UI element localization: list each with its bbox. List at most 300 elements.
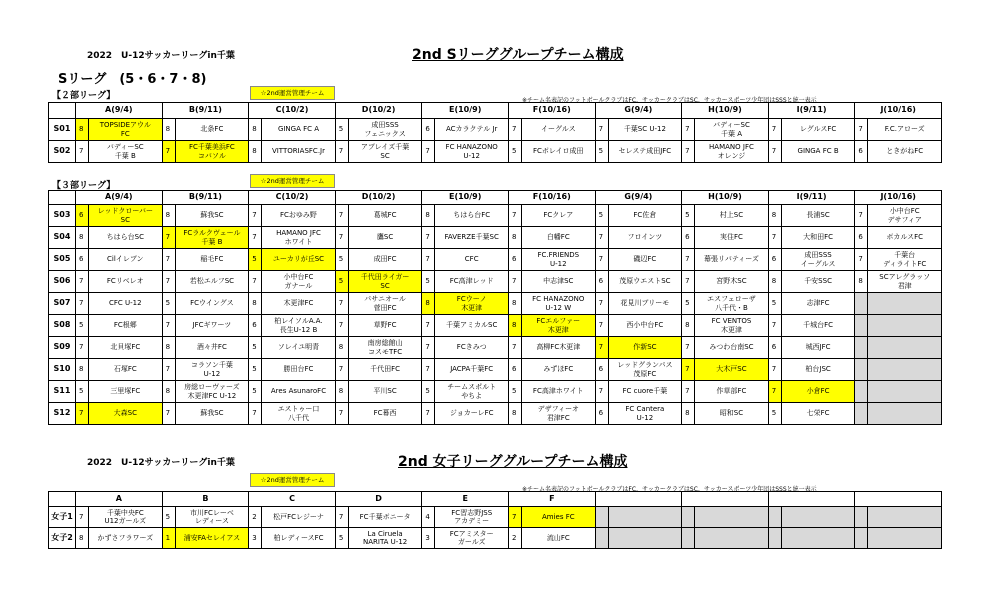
group-header: G(9/4) [595, 103, 682, 119]
grade-cell: 8 [162, 337, 175, 359]
grade-cell: 7 [855, 205, 868, 227]
grade-cell: 7 [768, 227, 781, 249]
empty-cell [695, 528, 769, 549]
row-label: S03 [49, 205, 76, 227]
grade-cell: 7 [595, 337, 608, 359]
row-label: S08 [49, 315, 76, 337]
grade-cell: 7 [768, 315, 781, 337]
grade-cell: 8 [855, 271, 868, 293]
team-cell: 大和田FC [781, 227, 855, 249]
team-cell: FC VENTOS 木更津 [695, 315, 769, 337]
team-cell: HAMANO JFC ホワイト [262, 227, 336, 249]
team-cell: 葛城FC [348, 205, 422, 227]
team-cell: FCリベレオ [89, 271, 163, 293]
grade-cell: 8 [682, 315, 695, 337]
empty-cell [855, 528, 868, 549]
group-header: H(10/9) [682, 103, 769, 119]
empty-cell [855, 359, 868, 381]
table-row [49, 205, 942, 227]
team-cell: FCエルファー 木更津 [521, 315, 595, 337]
grade-cell: 7 [595, 381, 608, 403]
team-cell: Amies FC [522, 507, 596, 528]
team-cell: 千城台FC [781, 315, 855, 337]
team-cell: ボカルスFC [868, 227, 942, 249]
table-row [49, 271, 942, 293]
grade-cell: 4 [422, 507, 435, 528]
team-cell: FC幕西 [348, 403, 422, 425]
grade-cell: 6 [855, 227, 868, 249]
grade-cell: 7 [422, 249, 435, 271]
team-cell: 西小中台FC [608, 315, 682, 337]
team-cell: 千葉台 ディライトFC [868, 249, 942, 271]
team-cell: 成田SSS フェニックス [348, 119, 422, 141]
grade-cell: 7 [682, 359, 695, 381]
team-cell: セレステ成田JFC [608, 141, 682, 163]
team-cell: FCウイングス [175, 293, 249, 315]
team-cell: Ares AsunaroFC [262, 381, 336, 403]
group-header: C(10/2) [249, 191, 336, 205]
grade-cell: 7 [162, 141, 175, 163]
team-cell: 北条FC [175, 119, 249, 141]
team-cell: FCきみつ [435, 337, 509, 359]
empty-cell [855, 403, 868, 425]
grade-cell: 8 [162, 119, 175, 141]
grade-cell: 6 [595, 403, 608, 425]
team-cell: 大木戸SC [695, 359, 769, 381]
table-row [49, 381, 942, 403]
header-row [49, 191, 942, 205]
team-cell: 磯辺FC [608, 249, 682, 271]
empty-cell [855, 381, 868, 403]
grade-cell: 7 [76, 141, 89, 163]
league-title: Sリーグ (5・6・7・8) [58, 72, 207, 87]
grade-cell: 5 [76, 381, 89, 403]
team-cell: 木更津FC [262, 293, 336, 315]
grade-cell: 5 [682, 293, 695, 315]
grade-cell: 7 [249, 271, 262, 293]
table-row [49, 315, 942, 337]
group-header: C(10/2) [249, 103, 336, 119]
grade-cell: 8 [508, 315, 521, 337]
grade-cell: 5 [595, 205, 608, 227]
empty-cell [768, 507, 781, 528]
header-row [49, 103, 942, 119]
grade-cell: 8 [682, 403, 695, 425]
mgmt-legend: ☆2nd運営管理チーム [250, 86, 335, 100]
team-cell: チームスポルト やちよ [435, 381, 509, 403]
grade-cell: 7 [422, 337, 435, 359]
empty-cell [781, 507, 855, 528]
empty-cell [595, 507, 608, 528]
team-cell: 作草部FC [695, 381, 769, 403]
grade-cell: 5 [162, 293, 175, 315]
group-header: H(10/9) [682, 191, 769, 205]
team-cell: 千代田ライガー SC [348, 271, 422, 293]
empty-cell [855, 337, 868, 359]
team-cell: 市川FCレーベ レディース [175, 507, 249, 528]
team-cell: 蘇我SC [175, 205, 249, 227]
event-title: 2022 U-12サッカーリーグin千葉 [87, 51, 235, 61]
grade-cell: 5 [682, 205, 695, 227]
row-label: 女子1 [49, 507, 76, 528]
empty-cell [868, 381, 942, 403]
grade-cell: 7 [335, 293, 348, 315]
grade-cell: 7 [682, 337, 695, 359]
row-label: S12 [49, 403, 76, 425]
grade-cell: 7 [508, 337, 521, 359]
team-cell: 千安SSC [781, 271, 855, 293]
team-cell: HAMANO JFC オレンジ [695, 141, 769, 163]
team-cell: 小中台FC デサフィア [868, 205, 942, 227]
team-cell: バディーSC 千葉 A [695, 119, 769, 141]
team-cell: FC HANAZONO U-12 W [521, 293, 595, 315]
team-cell: Cilイレブン [89, 249, 163, 271]
team-cell: 房総ローヴァーズ 木更津FC U-12 [175, 381, 249, 403]
team-cell: FCクレア [521, 205, 595, 227]
corner-cell [49, 103, 76, 119]
row-label: 女子2 [49, 528, 76, 549]
team-cell: ユーカリが丘SC [262, 249, 336, 271]
group-header: A(9/4) [76, 103, 163, 119]
table-row [49, 119, 942, 141]
group-header: C [249, 492, 336, 507]
team-cell: CFC [435, 249, 509, 271]
team-cell: レッドグランパス 茂原FC [608, 359, 682, 381]
team-cell: SCアレグラッソ 君津 [868, 271, 942, 293]
grade-cell: 7 [249, 205, 262, 227]
grade-cell: 7 [682, 381, 695, 403]
empty-cell [855, 507, 868, 528]
team-cell: みずほFC [521, 359, 595, 381]
team-cell: 南房総館山 コスモTFC [348, 337, 422, 359]
grade-cell: 7 [162, 359, 175, 381]
grade-cell: 8 [508, 403, 521, 425]
grade-cell: 5 [422, 271, 435, 293]
team-cell: デザフィーオ 君津FC [521, 403, 595, 425]
grade-cell: 7 [509, 507, 522, 528]
header-row [49, 492, 942, 507]
tier2-table [48, 102, 942, 163]
corner-cell [49, 191, 76, 205]
row-label: S06 [49, 271, 76, 293]
team-cell: JACPA千葉FC [435, 359, 509, 381]
team-cell: 宮野木SC [695, 271, 769, 293]
grade-cell: 7 [682, 271, 695, 293]
table-row [49, 249, 942, 271]
empty-cell [855, 315, 868, 337]
grade-cell: 5 [335, 528, 348, 549]
team-cell: 高柳FC木更津 [521, 337, 595, 359]
girls-table [48, 491, 942, 549]
team-cell: 幕張リバティーズ [695, 249, 769, 271]
group-header: E [422, 492, 509, 507]
grade-cell: 6 [768, 249, 781, 271]
mgmt-legend: ☆2nd運営管理チーム [250, 174, 335, 188]
group-header: B(9/11) [162, 103, 249, 119]
grade-cell: 7 [162, 227, 175, 249]
team-cell: ちはら台SC [89, 227, 163, 249]
row-label: S07 [49, 293, 76, 315]
group-header: B [162, 492, 249, 507]
team-cell: ときがねFC [868, 141, 942, 163]
team-cell: 城西JFC [781, 337, 855, 359]
team-cell: JFCギワーツ [175, 315, 249, 337]
event-title: 2022 U-12サッカーリーグin千葉 [87, 458, 235, 468]
grade-cell: 3 [422, 528, 435, 549]
grade-cell: 5 [335, 271, 348, 293]
grade-cell: 8 [162, 205, 175, 227]
team-cell: 三里塚FC [89, 381, 163, 403]
team-cell: 作新SC [608, 337, 682, 359]
team-cell: 千代田FC [348, 359, 422, 381]
team-cell: 酒々井FC [175, 337, 249, 359]
group-header: D(10/2) [335, 191, 422, 205]
team-cell: VITTORIASFC.Jr [262, 141, 336, 163]
girls-page-title: 2nd 女子リーググループチーム構成 [398, 454, 628, 470]
grade-cell: 7 [335, 507, 348, 528]
empty-cell [608, 507, 682, 528]
grade-cell: 7 [768, 141, 781, 163]
grade-cell: 8 [768, 271, 781, 293]
grade-cell: 7 [249, 403, 262, 425]
grade-cell: 7 [76, 293, 89, 315]
grade-cell: 1 [162, 528, 175, 549]
grade-cell: 8 [335, 337, 348, 359]
grade-cell: 5 [335, 249, 348, 271]
empty-header [855, 492, 942, 507]
grade-cell: 6 [249, 315, 262, 337]
group-header: F [509, 492, 596, 507]
team-cell: FCボレイロ成田 [521, 141, 595, 163]
row-label: S05 [49, 249, 76, 271]
team-cell: 七栄FC [781, 403, 855, 425]
team-cell: GINGA FC B [781, 141, 855, 163]
empty-header [682, 492, 769, 507]
grade-cell: 7 [508, 271, 521, 293]
team-cell: ちはら台FC [435, 205, 509, 227]
grade-cell: 2 [509, 528, 522, 549]
group-header: A(9/4) [76, 191, 163, 205]
group-header: B(9/11) [162, 191, 249, 205]
team-cell: 稲毛FC [175, 249, 249, 271]
grade-cell: 7 [335, 359, 348, 381]
grade-cell: 3 [249, 528, 262, 549]
grade-cell: 7 [508, 205, 521, 227]
team-cell: 大森SC [89, 403, 163, 425]
team-cell: フロインツ [608, 227, 682, 249]
team-cell: 実住FC [695, 227, 769, 249]
grade-cell: 6 [508, 249, 521, 271]
grade-cell: 7 [595, 249, 608, 271]
team-cell: ソレイユ明青 [262, 337, 336, 359]
grade-cell: 7 [162, 315, 175, 337]
grade-cell: 7 [768, 119, 781, 141]
naming-note: ※チーム名表記のフットボールクラブはFC、サッカークラブはSC、サッカースポーツ少年団はSSSと統一表示 [522, 486, 817, 493]
team-cell: 千葉SC U-12 [608, 119, 682, 141]
team-cell: 柏台JSC [781, 359, 855, 381]
group-header: F(10/16) [508, 191, 595, 205]
tier3-label: 【３部リーグ】 [52, 181, 116, 191]
team-cell: 松戸FCレジーナ [262, 507, 336, 528]
group-header: J(10/16) [855, 103, 942, 119]
team-cell: FC佐倉 [608, 205, 682, 227]
team-cell: 柏レイソルA.A. 長生U-12 B [262, 315, 336, 337]
grade-cell: 5 [249, 381, 262, 403]
page-title: 2nd Sリーググループチーム構成 [412, 47, 624, 63]
team-cell: ACカラクテル Jr [435, 119, 509, 141]
grade-cell: 6 [682, 227, 695, 249]
team-cell: かずさフラワーズ [89, 528, 163, 549]
team-cell: FC.FRIENDS U-12 [521, 249, 595, 271]
grade-cell: 7 [422, 227, 435, 249]
group-header: E(10/9) [422, 191, 509, 205]
row-label: S04 [49, 227, 76, 249]
group-header: G(9/4) [595, 191, 682, 205]
team-cell: レッドクローバー SC [89, 205, 163, 227]
grade-cell: 7 [855, 249, 868, 271]
table-row [49, 227, 942, 249]
grade-cell: 5 [768, 403, 781, 425]
team-cell: 平川SC [348, 381, 422, 403]
naming-note: ※チーム名表記のフットボールクラブはFC、サッカークラブはSC、サッカースポーツ少年団はSSSと統一表示 [522, 97, 817, 104]
grade-cell: 8 [76, 359, 89, 381]
table-row [49, 403, 942, 425]
team-cell: F.C.アローズ [868, 119, 942, 141]
team-cell: FC cuore千葉 [608, 381, 682, 403]
table-row [49, 359, 942, 381]
table-row [49, 528, 942, 549]
grade-cell: 8 [508, 293, 521, 315]
team-cell: 浦安FAセレイアス [175, 528, 249, 549]
team-cell: エストゥー口 八千代 [262, 403, 336, 425]
group-header: J(10/16) [855, 191, 942, 205]
team-cell: イーグルス [521, 119, 595, 141]
team-cell: TOPSIDEアウル FC [89, 119, 163, 141]
team-cell: FAVERZE千葉SC [435, 227, 509, 249]
grade-cell: 7 [335, 141, 348, 163]
team-cell: FCアミスター ガールズ [435, 528, 509, 549]
group-header: D(10/2) [335, 103, 422, 119]
team-cell: FC千葉美浜FC コバソル [175, 141, 249, 163]
team-cell: 茂原ウエストSC [608, 271, 682, 293]
team-cell: エスフェローザ 八千代・B [695, 293, 769, 315]
empty-cell [868, 337, 942, 359]
grade-cell: 8 [249, 293, 262, 315]
mgmt-legend: ☆2nd運営管理チーム [250, 473, 335, 487]
grade-cell: 5 [508, 141, 521, 163]
team-cell: ジョカーレFC [435, 403, 509, 425]
empty-cell [868, 359, 942, 381]
grade-cell: 8 [335, 381, 348, 403]
grade-cell: 7 [682, 141, 695, 163]
empty-cell [595, 528, 608, 549]
team-cell: 花見川ブリーモ [608, 293, 682, 315]
grade-cell: 7 [682, 119, 695, 141]
grade-cell: 5 [335, 119, 348, 141]
table-row [49, 293, 942, 315]
team-cell: 草野FC [348, 315, 422, 337]
team-cell: アブレイズ千葉 SC [348, 141, 422, 163]
team-cell: パサニオール 菅田FC [348, 293, 422, 315]
empty-cell [682, 528, 695, 549]
grade-cell: 7 [76, 271, 89, 293]
team-cell: FC HANAZONO U-12 [435, 141, 509, 163]
row-label: S01 [49, 119, 76, 141]
grade-cell: 8 [422, 293, 435, 315]
grade-cell: 7 [335, 315, 348, 337]
team-cell: 千葉中央FC U12ガールズ [89, 507, 163, 528]
grade-cell: 8 [422, 205, 435, 227]
grade-cell: 7 [508, 119, 521, 141]
grade-cell: 6 [855, 141, 868, 163]
grade-cell: 7 [162, 249, 175, 271]
grade-cell: 8 [249, 141, 262, 163]
empty-cell [768, 528, 781, 549]
grade-cell: 5 [249, 337, 262, 359]
grade-cell: 6 [595, 359, 608, 381]
group-header: I(9/11) [768, 103, 855, 119]
team-cell: GINGA FC A [262, 119, 336, 141]
grade-cell: 7 [335, 403, 348, 425]
tier3-table [48, 190, 942, 425]
grade-cell: 7 [768, 381, 781, 403]
group-header: A [76, 492, 163, 507]
team-cell: 中志津SC [521, 271, 595, 293]
grade-cell: 7 [595, 227, 608, 249]
grade-cell: 6 [595, 271, 608, 293]
grade-cell: 5 [249, 359, 262, 381]
grade-cell: 8 [162, 381, 175, 403]
team-cell: CFC U-12 [89, 293, 163, 315]
team-cell: 柏レディースFC [262, 528, 336, 549]
team-cell: レグルスFC [781, 119, 855, 141]
row-label: S02 [49, 141, 76, 163]
grade-cell: 2 [249, 507, 262, 528]
grade-cell: 8 [768, 205, 781, 227]
grade-cell: 7 [422, 359, 435, 381]
team-cell: 勝田台FC [262, 359, 336, 381]
team-cell: 若松エルフSC [175, 271, 249, 293]
team-cell: 小倉FC [781, 381, 855, 403]
group-header: F(10/16) [508, 103, 595, 119]
team-cell: 鷹SC [348, 227, 422, 249]
team-cell: 志津FC [781, 293, 855, 315]
team-cell: 昭和SC [695, 403, 769, 425]
grade-cell: 5 [768, 293, 781, 315]
team-cell: FC高津レッド [435, 271, 509, 293]
team-cell: FC高津ホワイト [521, 381, 595, 403]
group-header: D [335, 492, 422, 507]
grade-cell: 8 [249, 119, 262, 141]
team-cell: 成田FC [348, 249, 422, 271]
empty-header [768, 492, 855, 507]
team-cell: 成田SSS イーグルス [781, 249, 855, 271]
grade-cell: 7 [335, 205, 348, 227]
grade-cell: 5 [508, 381, 521, 403]
grade-cell: 7 [76, 337, 89, 359]
group-header: E(10/9) [422, 103, 509, 119]
grade-cell: 8 [76, 227, 89, 249]
grade-cell: 5 [249, 249, 262, 271]
empty-cell [855, 293, 868, 315]
grade-cell: 7 [76, 507, 89, 528]
team-cell: La Ciruela NARITA U-12 [348, 528, 422, 549]
grade-cell: 7 [162, 403, 175, 425]
row-label: S10 [49, 359, 76, 381]
grade-cell: 5 [595, 141, 608, 163]
empty-header [595, 492, 682, 507]
team-cell: FC習志野JSS アカデミー [435, 507, 509, 528]
